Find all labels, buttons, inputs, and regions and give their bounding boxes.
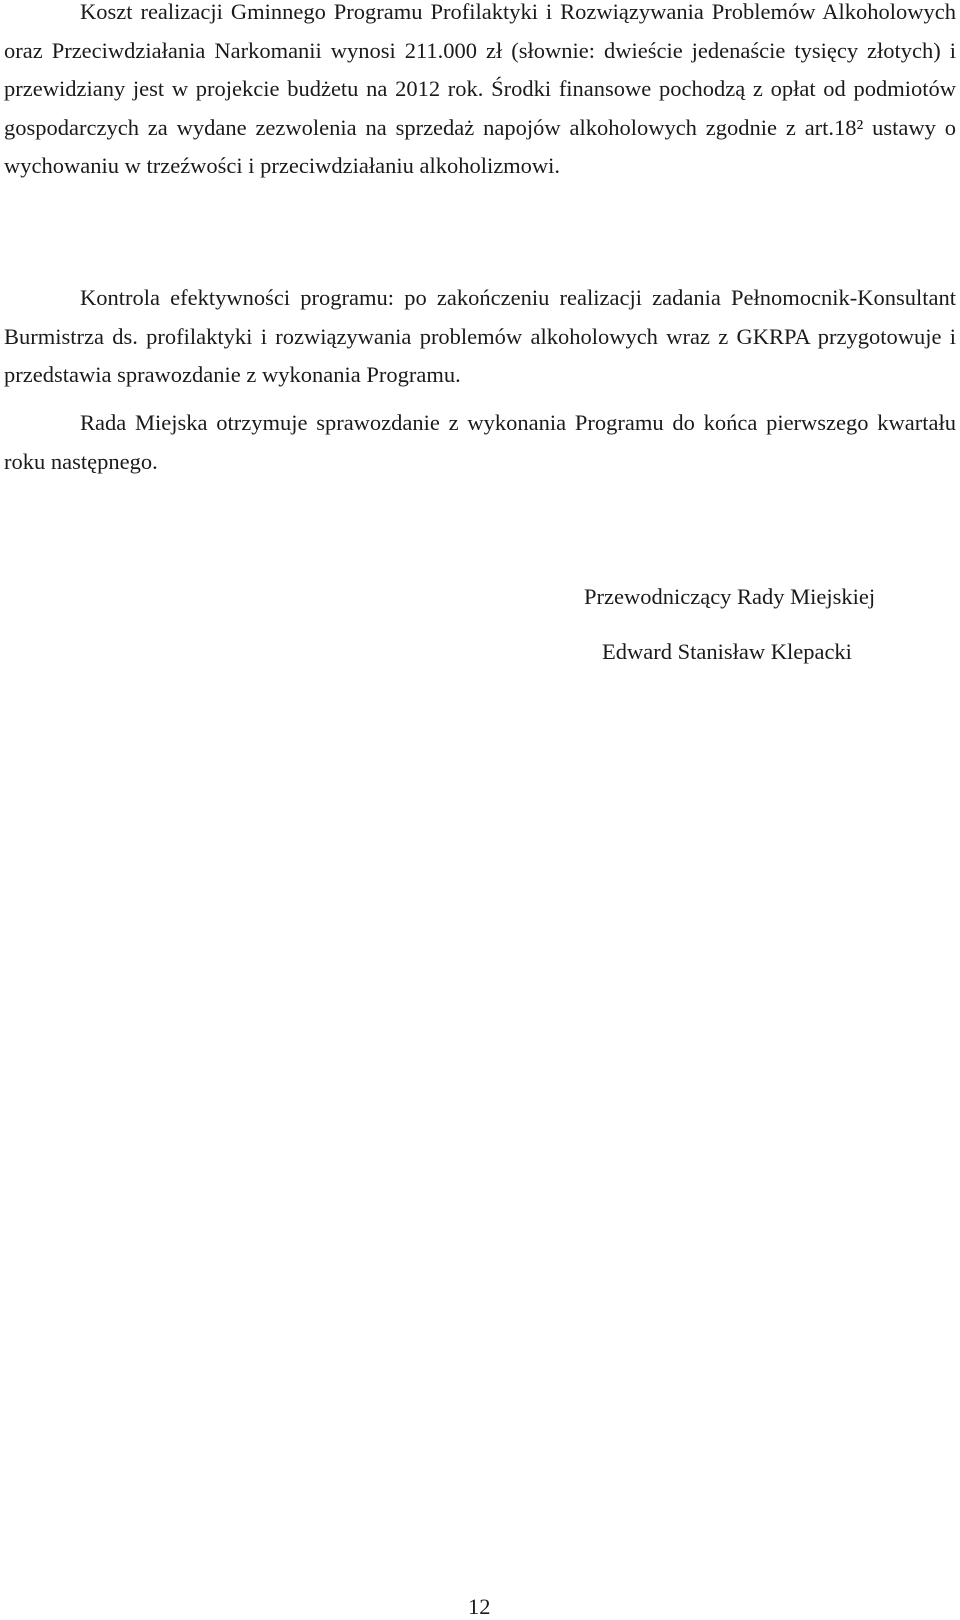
paragraph-program-control: Kontrola efektywności programu: po zakończeniu realizacji zadania Pełnomocnik-Konsultant Burmistrza ds. profilaktyki i rozwiązywania problemów alkoholowych wraz z GKRPA przygotowuje i przedstawia sprawozdanie z wykonania Programu. [4, 285, 956, 387]
paragraph-program-cost: Koszt realizacji Gminnego Programu Profilaktyki i Rozwiązywania Problemów Alkoholowych oraz Przeciwdziałania Narkomanii wynosi 211.000 zł (słownie: dwieście jedenaście tysięcy złotych) i przewidziany jest w projekcie budżetu na 2012 rok. Środki finansowe pochodzą z opłat od podmiotów gospodarczych za wydane zezwolenia na sprzedaż napojów alkoholowych zgodnie z art.18² ustawy o wychowaniu w trzeźwości i przeciwdziałaniu alkoholizmowi. [4, 0, 956, 178]
signature-title: Przewodniczący Rady Miejskiej [584, 584, 876, 609]
page-number: 12 [468, 1594, 491, 1619]
paragraph-council-report: Rada Miejska otrzymuje sprawozdanie z wykonania Programu do końca pierwszego kwartału roku następnego. [4, 410, 956, 474]
signature-name: Edward Stanisław Klepacki [602, 639, 852, 664]
